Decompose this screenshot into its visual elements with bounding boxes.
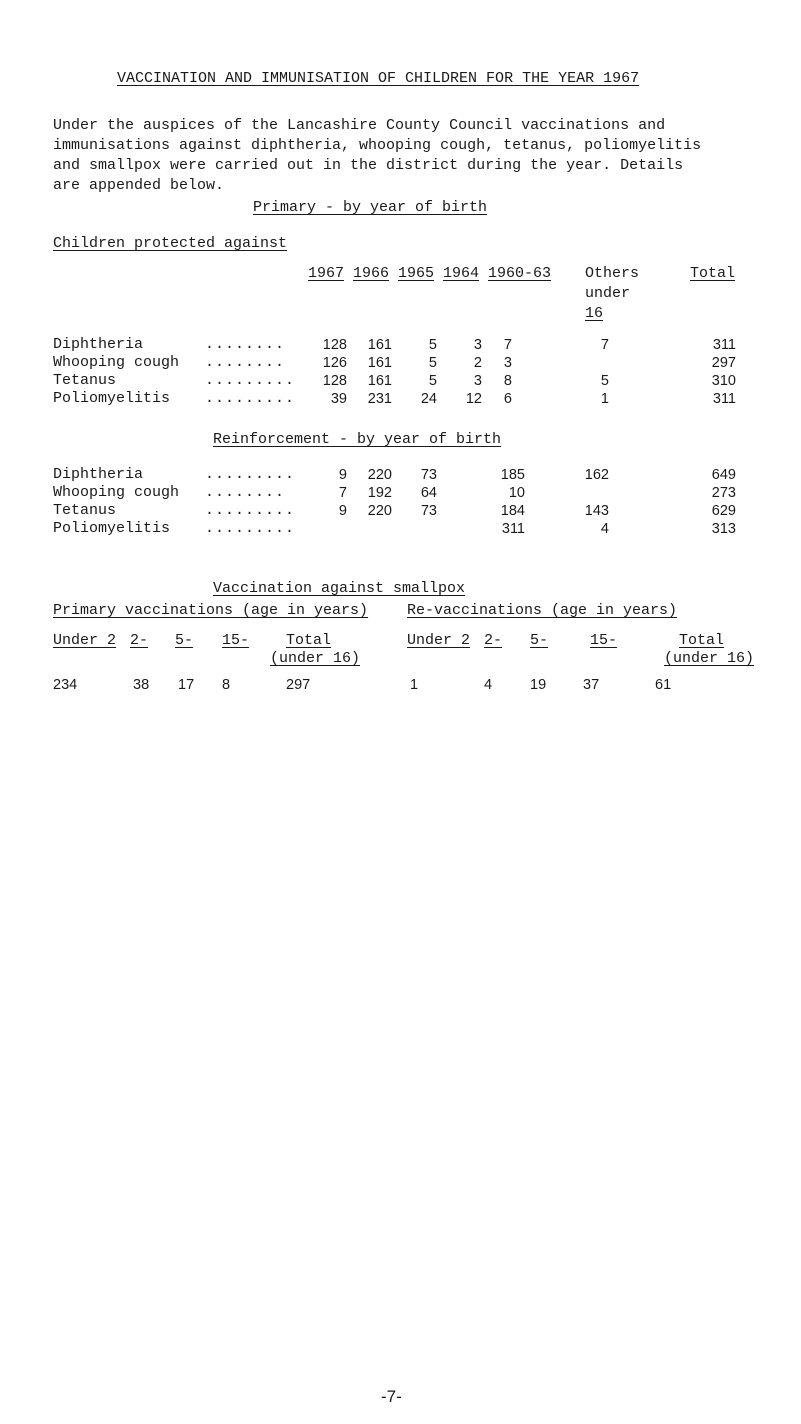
reinforcement-row-label: Poliomyelitis [53,520,171,537]
primary-cell: 5 [428,337,437,353]
reinforcement-cell: 4 [600,521,609,537]
primary-cell: 24 [420,391,437,407]
section-label: Children protected against [53,235,288,252]
reinforcement-cell: 143 [584,503,609,519]
primary-cell: 128 [322,373,347,389]
reinforcement-cell: 220 [367,467,392,483]
leader-dots: ......... [205,466,296,483]
reinforcement-cell: 64 [420,485,437,501]
smallpox-revacc-label: Re-vaccinations (age in years) [407,602,678,619]
primary-row-label: Diphtheria [53,336,144,353]
primary-cell: 3 [503,355,512,371]
reinforcement-cell: 9 [338,467,347,483]
primary-cell: 161 [367,337,392,353]
col-others: Others [585,265,640,282]
reinforcement-row-label: Tetanus [53,502,117,519]
smallpox-heading: Vaccination against smallpox [213,580,466,597]
sp-primary-col-5: 5- [175,632,194,649]
primary-row-label: Whooping cough [53,354,180,371]
reinforcement-cell: 185 [500,467,525,483]
reinforcement-cell: 192 [367,485,392,501]
reinforcement-cell: 73 [420,503,437,519]
col-1964: 1964 [442,265,479,282]
reinforcement-cell: 220 [367,503,392,519]
primary-cell: 126 [322,355,347,371]
primary-cell: 5 [428,373,437,389]
primary-cell: 231 [367,391,392,407]
primary-cell: 7 [600,337,609,353]
col-1960-63: 1960-63 [488,265,552,282]
reinforcement-cell: 73 [420,467,437,483]
leader-dots: ......... [205,520,296,537]
sp-revacc-col-5: 5- [530,632,549,649]
reinforcement-heading: Reinforcement - by year of birth [213,431,502,448]
reinforcement-row-label: Diphtheria [53,466,144,483]
sp-revacc-col-under2: Under 2 [407,632,471,649]
leader-dots: ........ [205,484,286,501]
leader-dots: ........ [205,354,286,371]
primary-cell: 128 [322,337,347,353]
reinforcement-cell: 7 [338,485,347,501]
col-total: Total [690,265,736,282]
sp-primary-col-15: 15- [222,632,250,649]
leader-dots: ........ [205,336,286,353]
sp-primary-col-under2: Under 2 [53,632,117,649]
primary-row-label: Poliomyelitis [53,390,171,407]
sp-primary-total-sub: (under 16) [270,650,361,667]
sp-primary-5: 17 [178,677,195,693]
primary-cell: 3 [473,373,482,389]
reinforcement-cell: 10 [508,485,525,501]
sp-primary-2: 38 [133,677,150,693]
leader-dots: ......... [205,502,296,519]
intro-line-3: and smallpox were carried out in the district during the year. Details [53,157,684,174]
leader-dots: ......... [205,372,296,389]
primary-cell: 2 [473,355,482,371]
primary-cell: 7 [503,337,512,353]
primary-cell: 311 [712,337,736,353]
sp-revacc-col-15: 15- [590,632,618,649]
intro-line-1: Under the auspices of the Lancashire County Council vaccinations and [53,117,666,134]
primary-cell: 297 [711,355,736,371]
primary-cell: 161 [367,373,392,389]
primary-cell: 5 [428,355,437,371]
sp-primary-under2: 234 [53,677,78,693]
smallpox-primary-label: Primary vaccinations (age in years) [53,602,369,619]
primary-cell: 3 [473,337,482,353]
primary-heading: Primary - by year of birth [253,199,488,216]
sp-revacc-2: 4 [484,677,493,693]
intro-line-4: are appended below. [53,177,225,194]
reinforcement-cell: 9 [338,503,347,519]
col-1967: 1967 [307,265,344,282]
reinforcement-cell: 162 [584,467,609,483]
page-number: -7- [381,1387,402,1406]
primary-cell: 8 [503,373,512,389]
primary-cell: 1 [600,391,609,407]
primary-row-label: Tetanus [53,372,117,389]
primary-cell: 6 [503,391,512,407]
sp-revacc-col-2: 2- [484,632,503,649]
reinforcement-cell: 311 [501,521,525,537]
primary-cell: 39 [330,391,347,407]
primary-cell: 310 [711,373,736,389]
reinforcement-cell: 649 [711,467,736,483]
reinforcement-cell: 313 [711,521,736,537]
sp-primary-total: 297 [286,677,311,693]
leader-dots: ......... [205,390,296,407]
reinforcement-row-label: Whooping cough [53,484,180,501]
col-1965: 1965 [397,265,434,282]
reinforcement-cell: 629 [711,503,736,519]
primary-cell: 161 [367,355,392,371]
primary-cell: 311 [712,391,736,407]
sp-primary-col-2: 2- [130,632,149,649]
page-title: VACCINATION AND IMMUNISATION OF CHILDREN FOR THE YEAR 1967 [117,70,640,87]
sp-revacc-total-sub: (under 16) [664,650,755,667]
sp-revacc-total: 61 [655,677,672,693]
primary-cell: 12 [465,391,482,407]
intro-line-2: immunisations against diphtheria, whooping cough, tetanus, poliomyelitis [53,137,702,154]
primary-cell: 5 [600,373,609,389]
col-others-under: under [585,285,631,302]
reinforcement-cell: 273 [711,485,736,501]
sp-revacc-5: 19 [530,677,547,693]
sp-revacc-under2: 1 [410,677,419,693]
reinforcement-cell: 184 [500,503,525,519]
sp-primary-col-total: Total [286,632,332,649]
sp-revacc-15: 37 [583,677,600,693]
col-1966: 1966 [352,265,389,282]
col-others-16: 16 [585,305,604,322]
sp-revacc-col-total: Total [679,632,725,649]
sp-primary-15: 8 [222,677,231,693]
